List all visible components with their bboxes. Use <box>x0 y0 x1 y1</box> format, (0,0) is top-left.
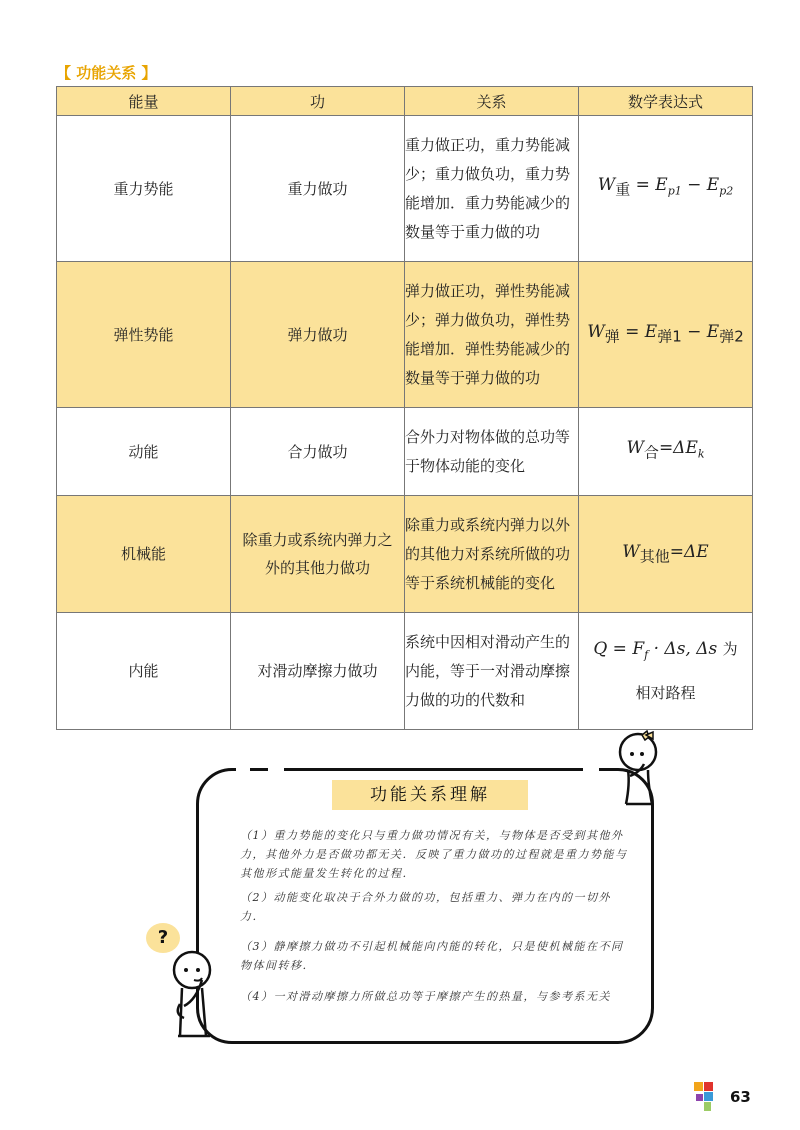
understanding-point-3: （3）静摩擦力做功不引起机械能向内能的转化，只是使机械能在不同物体间转移． <box>240 940 624 972</box>
energy-cell: 弹性势能 <box>57 262 231 408</box>
table-row <box>57 262 753 408</box>
work-cell: 对滑动摩擦力做功 <box>231 613 405 730</box>
energy-cell: 重力势能 <box>57 116 231 262</box>
energy-cell: 内能 <box>57 613 231 730</box>
relation-cell: 合外力对物体做的总功等于物体动能的变化 <box>405 408 579 496</box>
table-row <box>57 116 753 262</box>
understanding-point-2: （2）动能变化取决于合外力做的功，包括重力、弹力在内的一切外力． <box>240 891 611 923</box>
work-cell: 重力做功 <box>231 116 405 262</box>
header-formula: 数学表达式 <box>579 87 753 116</box>
formula-cell: $W_弹 = E_{弹1} - E_{弹2}$ <box>579 262 753 408</box>
formula-cell: $W_合=\Delta E_k$ <box>579 408 753 496</box>
thinking-figure-icon <box>612 730 666 806</box>
formula-cell: $W_{其他}=\Delta E$ <box>579 496 753 613</box>
section-title: 【 功能关系 】 <box>56 64 157 82</box>
energy-work-table <box>56 86 753 730</box>
formula-cell: $W_重 = E_{p1} - E_{p2}$ <box>579 116 753 262</box>
publisher-logo-icon <box>692 1080 722 1114</box>
understanding-point-4: （4）一对滑动摩擦力所做总功等于摩擦产生的热量，与参考系无关 <box>240 990 611 1003</box>
work-cell: 弹力做功 <box>231 262 405 408</box>
energy-cell: 机械能 <box>57 496 231 613</box>
understanding-title: 功能关系理解 <box>332 780 528 810</box>
relation-cell: 除重力或系统内弹力以外的其他力对系统所做的功等于系统机械能的变化 <box>405 496 579 613</box>
table-header-row <box>57 87 753 116</box>
header-work: 功 <box>231 87 405 116</box>
work-cell: 除重力或系统内弹力之外的其他力做功 <box>231 496 405 613</box>
question-mark-badge: ? <box>146 923 180 953</box>
thinking-figure-icon <box>170 948 218 1040</box>
header-relation: 关系 <box>405 87 579 116</box>
formula-cell: $Q = F_f \cdot \Delta s$, Δs 为相对路程 <box>579 613 753 730</box>
table-row <box>57 496 753 613</box>
header-energy: 能量 <box>57 87 231 116</box>
energy-cell: 动能 <box>57 408 231 496</box>
relation-cell: 系统中因相对滑动产生的内能，等于一对滑动摩擦力做的功的代数和 <box>405 613 579 730</box>
understanding-point-1: （1）重力势能的变化只与重力做功情况有关，与物体是否受到其他外力，其他外力是否做功都无关．反映了重力做功的过程就是重力势能与其他形式能量发生转化的过程． <box>240 829 628 880</box>
work-cell: 合力做功 <box>231 408 405 496</box>
table-row <box>57 408 753 496</box>
bubble-border-gap <box>583 762 599 776</box>
bubble-border-gap <box>236 762 250 776</box>
relation-cell: 弹力做正功，弹性势能减少；弹力做负功，弹性势能增加．弹性势能减少的数量等于弹力做的功 <box>405 262 579 408</box>
relation-cell: 重力做正功，重力势能减少；重力做负功，重力势能增加．重力势能减少的数量等于重力做的功 <box>405 116 579 262</box>
page-number: 63 <box>730 1088 751 1106</box>
table-row <box>57 613 753 730</box>
bubble-border-gap <box>268 762 284 776</box>
